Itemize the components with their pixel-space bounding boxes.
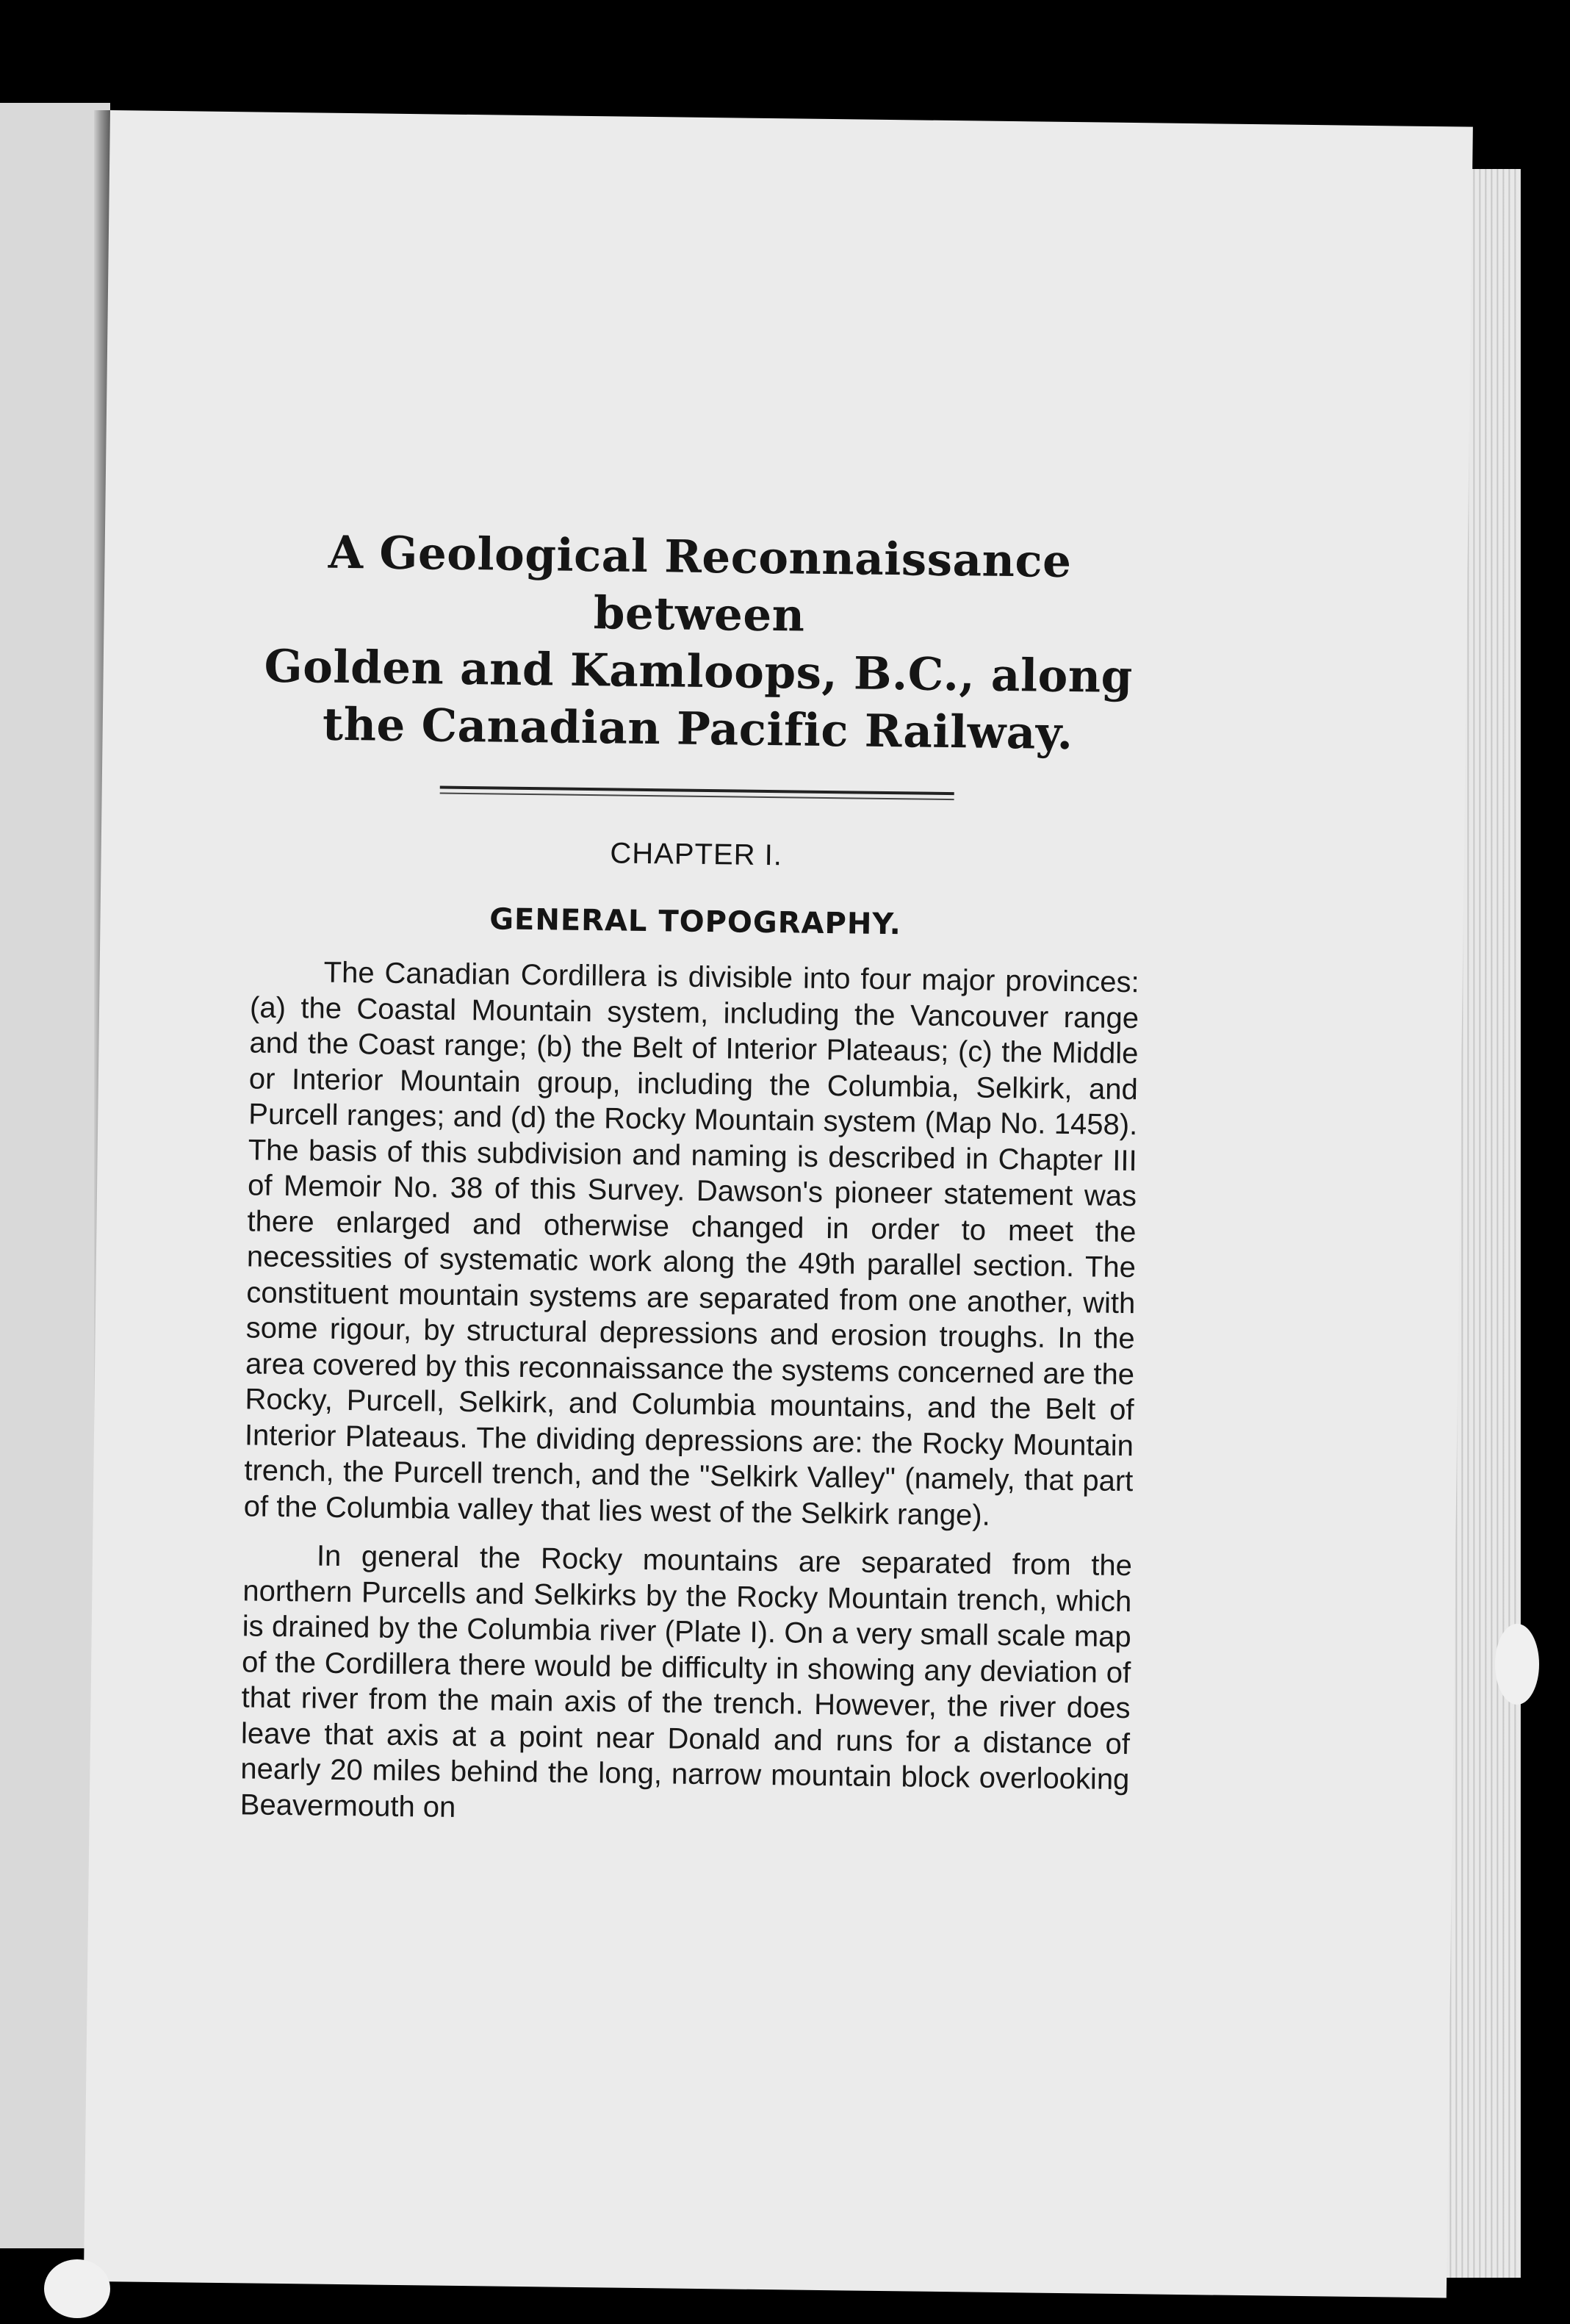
title-divider: [440, 786, 954, 801]
body-paragraph: In general the Rocky mountains are separated from the northern Purcells and Selkirks by the Rocky Mountain trench, which is drained by the Columbia river (Plate I). On a very small scale map of the Cordillera there would be difficulty in showing any deviation of that river from the main axis of the trench. However, the river does leave that axis at a point near Donald and runs for a distance of nearly 20 miles behind the long, narrow mountain block overlooking Beavermouth on: [240, 1539, 1133, 1824]
body-paragraph: The Canadian Cordillera is divisible into four major provinces: (a) the Coastal Mountain system, including the Vancouver range and the Coast range; (b) the Belt of Interior Plateaus; (c) the Middle or Interior Mountain group, including the Columbia, Selkirk, and Purcell ranges; and (d) the Rocky Mountain system (Map No. 1458). The basis of this subdivision and naming is described in Chapter III of Memoir No. 38 of this Survey. Dawson's pioneer statement was there enlarged and otherwise changed in order to meet the necessities of systematic work along the 49th parallel section. The constituent mountain systems are separated from one another, with some rigour, by structural depressions and erosion troughs. In the area covered by this reconnaissance the systems concerned are the Rocky, Purcell, Selkirk, and Columbia mountains, and the Belt of Interior Plateaus. The dividing depressions are: the Rocky Mountain trench, the Purcell trench, and the "Selkirk Valley" (namely, that part of the Columbia valley that lies west of the Selkirk range).: [243, 956, 1139, 1532]
page-content: [240, 523, 1145, 1833]
title-line: A Geological Reconnaissance between: [328, 526, 1072, 642]
document-title: [253, 523, 1145, 763]
book-page: [84, 110, 1473, 2298]
title-line: the Canadian Pacific Railway.: [322, 698, 1073, 760]
title-line: Golden and Kamloops, B.C., along: [264, 640, 1134, 704]
chapter-heading: CHAPTER I.: [610, 837, 783, 872]
scan-artifact: [44, 2259, 110, 2318]
scan-artifact: [1495, 1624, 1539, 1705]
section-heading: GENERAL TOPOGRAPHY.: [489, 902, 902, 942]
